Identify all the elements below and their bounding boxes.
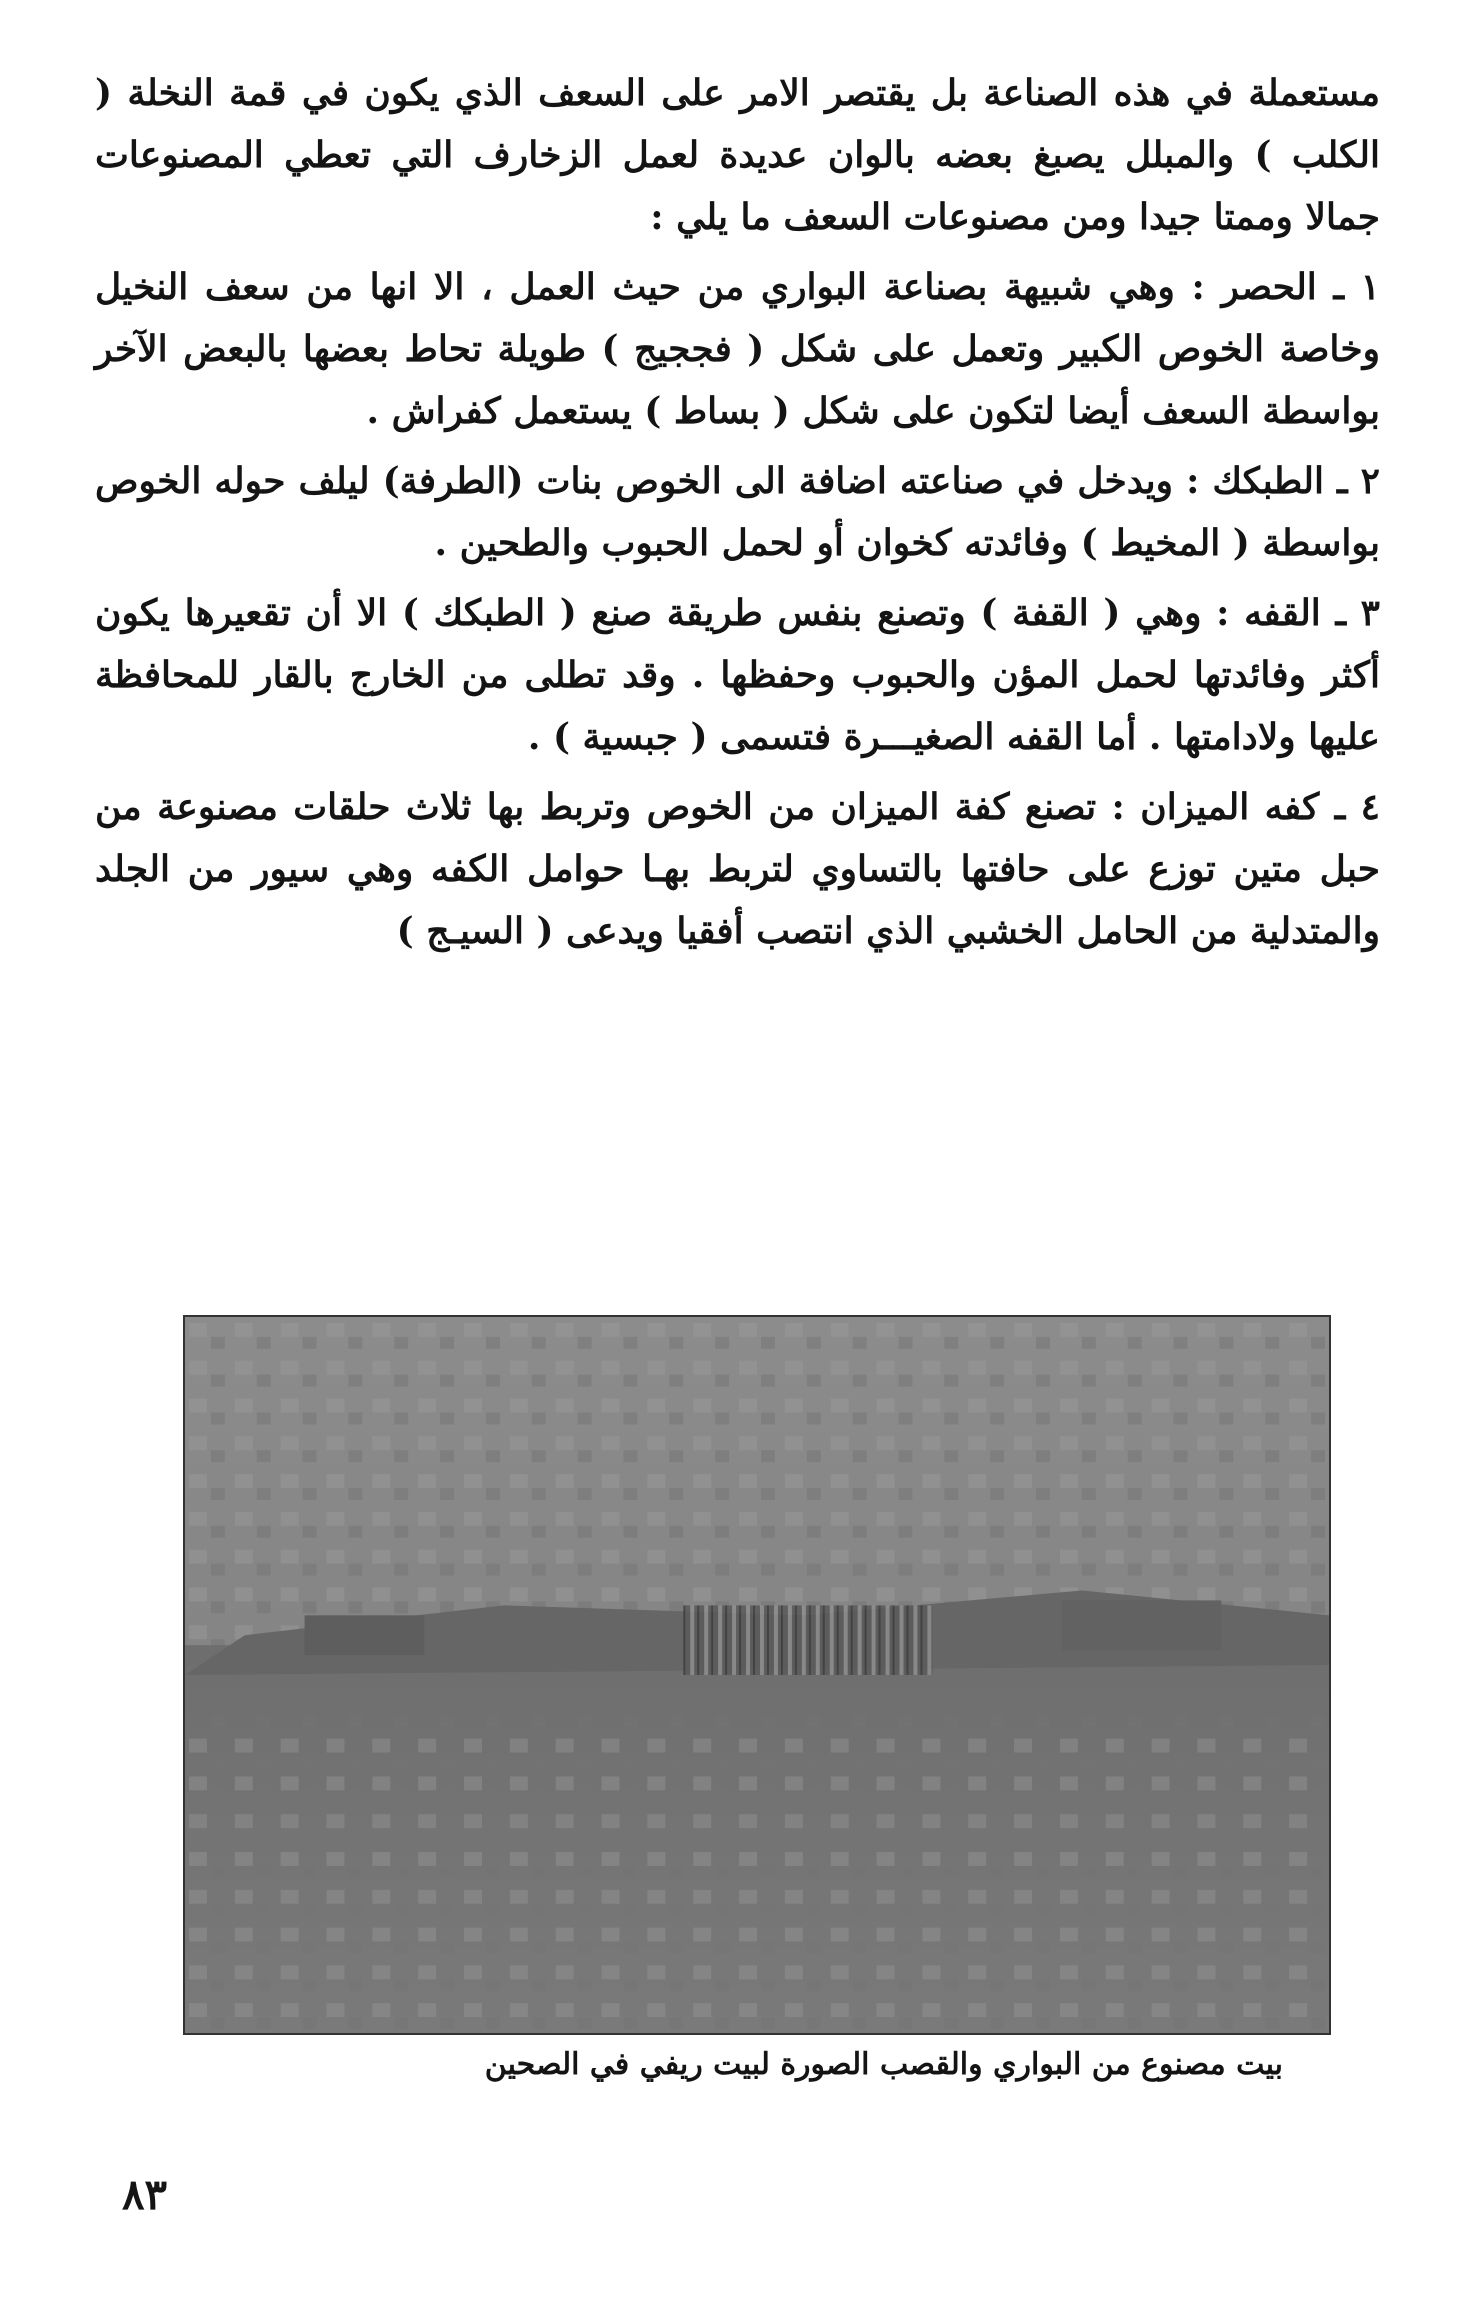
body-text	[95, 62, 1380, 970]
page-number: ٨٣	[122, 2170, 168, 2219]
paragraph-item-1: ١ ـ الحصر : وهي شبيهة بصناعة البواري من حيث العمل ، الا انها من سعف النخيل وخاصة الخوص الكبير وتعمل على شكل ( فججيج ) طويلة تحاط بعضها بالبعض الآخر بواسطة السعف أيضا لتكون على شكل ( بساط ) يستعمل كفراش .	[95, 266, 1380, 432]
paragraph-item-4: ٤ ـ كفه الميزان : تصنع كفة الميزان من الخوص وتربط بها ثلاث حلقات مصنوعة من حبل متين توزع على حافتها بالتساوي لتربط بهـا حوامل الكفه وهي سيور من الجلد والمتدلية من الحامل الخشبي الذي انتصب أفقيا ويدعى ( السيـج )	[95, 786, 1380, 952]
paragraph-intro: مستعملة في هذه الصناعة بل يقتصر الامر على السعف الذي يكون في قمة النخلة ( الكلب ) والمبلل يصبغ بعضه بالوان عديدة لعمل الزخارف التي تعطي المصنوعات جمالا وممتا جيدا ومن مصنوعات السعف ما يلي :	[95, 72, 1380, 238]
paragraph-item-2: ٢ ـ الطبكك : ويدخل في صناعته اضافة الى الخوص بنات (الطرفة) ليلف حوله الخوص بواسطة ( المخيط ) وفائدته كخوان أو لحمل الحبوب والطحين .	[95, 460, 1380, 564]
photo-caption: بيت مصنوع من البواري والقصب الصورة لبيت ريفي في الصحين	[484, 2047, 1283, 2082]
house-photo	[183, 1315, 1331, 2035]
paragraph-item-3: ٣ ـ القفه : وهي ( القفة ) وتصنع بنفس طريقة صنع ( الطبكك ) الا أن تقعيرها يكون أكثر وفائدتها لحمل المؤن والحبوب وحفظها . وقد تطلى من الخارج بالقار للمحافظة عليها ولادامتها . أما القفه الصغيـــرة فتسمى ( جبسية ) .	[95, 592, 1380, 758]
photo-image	[185, 1317, 1329, 2033]
